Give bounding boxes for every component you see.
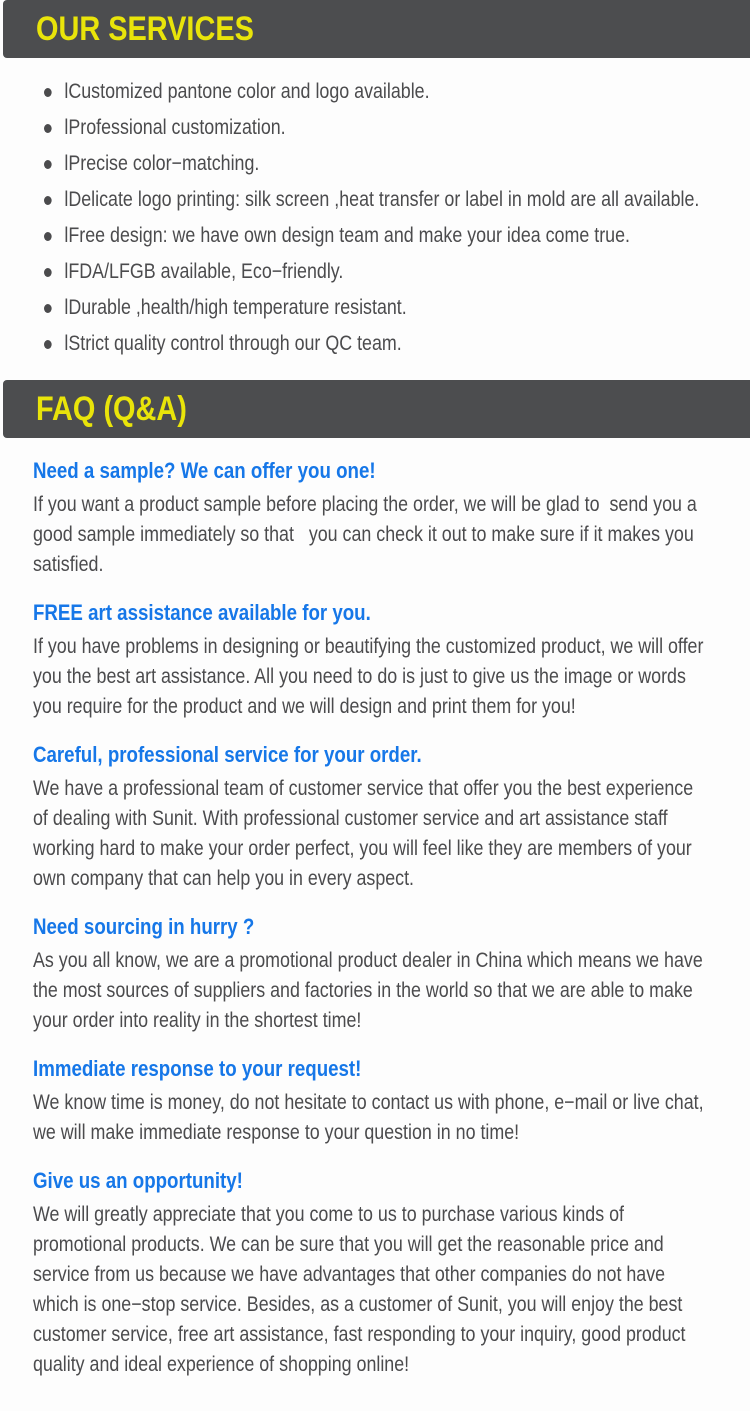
faq-entry [33,458,750,580]
faq-question: Careful, professional service for your order. [33,742,422,767]
faq-list [0,458,750,1411]
list-item [44,152,710,176]
list-item [44,224,710,248]
list-item [44,332,710,356]
bullet-icon [44,160,52,169]
faq-entry [33,1168,750,1380]
faq-section [0,380,750,1411]
services-section [0,0,750,380]
service-item-label: lPrecise color−matching. [64,152,260,175]
faq-header-bar [3,380,750,438]
service-item-label: lDelicate logo printing: silk screen ,heat transfer or label in mold are all available. [64,188,700,211]
faq-section-title: FAQ (Q&A) [36,389,187,428]
faq-question: Need sourcing in hurry ? [33,914,255,939]
bullet-icon [44,340,52,349]
faq-answer: We have a professional team of customer service that offer you the best experience of dealing with Sunit. With professional customer service and art assistance staff working hard to make your order perfect, you will feel like they are members of your own company that can help you in every aspect. [33,777,699,890]
service-item-label: lStrict quality control through our QC team. [64,332,402,355]
faq-answer: As you all know, we are a promotional product dealer in China which means we have the most sources of suppliers and factories in the world so that we are able to make your order into reality in the shortest time! [33,949,708,1032]
bullet-icon [44,196,52,205]
list-item [44,296,710,320]
bullet-icon [44,88,52,97]
list-item [44,188,710,212]
bullet-icon [44,232,52,241]
faq-answer: We will greatly appreciate that you come to us to purchase various kinds of promotional products. We can be sure that you will get the reasonable price and service from us because we have advantages that other companies do not have which is one−stop service. Besides, as a customer of Sunit, you will enjoy the best customer service, free art assistance, fast responding to your inquiry, good product quality and ideal experience of shopping online! [33,1203,691,1376]
list-item [44,116,710,140]
service-item-label: lProfessional customization. [64,116,286,139]
service-item-label: lFree design: we have own design team and make your idea come true. [64,224,630,247]
faq-entry [33,742,750,894]
service-item-label: lFDA/LFGB available, Eco−friendly. [64,260,344,283]
faq-entry [33,600,750,722]
services-list [0,58,750,380]
services-header-bar [3,0,750,58]
list-item [44,80,710,104]
bullet-icon [44,124,52,133]
bullet-icon [44,268,52,277]
faq-entry [33,1056,750,1148]
list-item [44,260,710,284]
faq-question: Immediate response to your request! [33,1056,362,1081]
faq-question: FREE art assistance available for you. [33,600,371,625]
services-section-title: OUR SERVICES [36,9,254,48]
faq-question: Need a sample? We can offer you one! [33,458,376,483]
service-item-label: lCustomized pantone color and logo available. [64,80,430,103]
faq-answer: If you want a product sample before placing the order, we will be glad to send you a good sample immediately so that you can check it out to make sure if it makes you satisfied. [33,493,702,576]
faq-answer: If you have problems in designing or beautifying the customized product, we will offer you the best art assistance. All you need to do is just to give us the image or words you require for the product and we will design and print them for you! [33,635,709,718]
faq-question: Give us an opportunity! [33,1168,243,1193]
service-item-label: lDurable ,health/high temperature resistant. [64,296,407,319]
faq-entry [33,914,750,1036]
faq-answer: We know time is money, do not hesitate to contact us with phone, e−mail or live chat, we will make immediate response to your question in no time! [33,1091,709,1144]
bullet-icon [44,304,52,313]
